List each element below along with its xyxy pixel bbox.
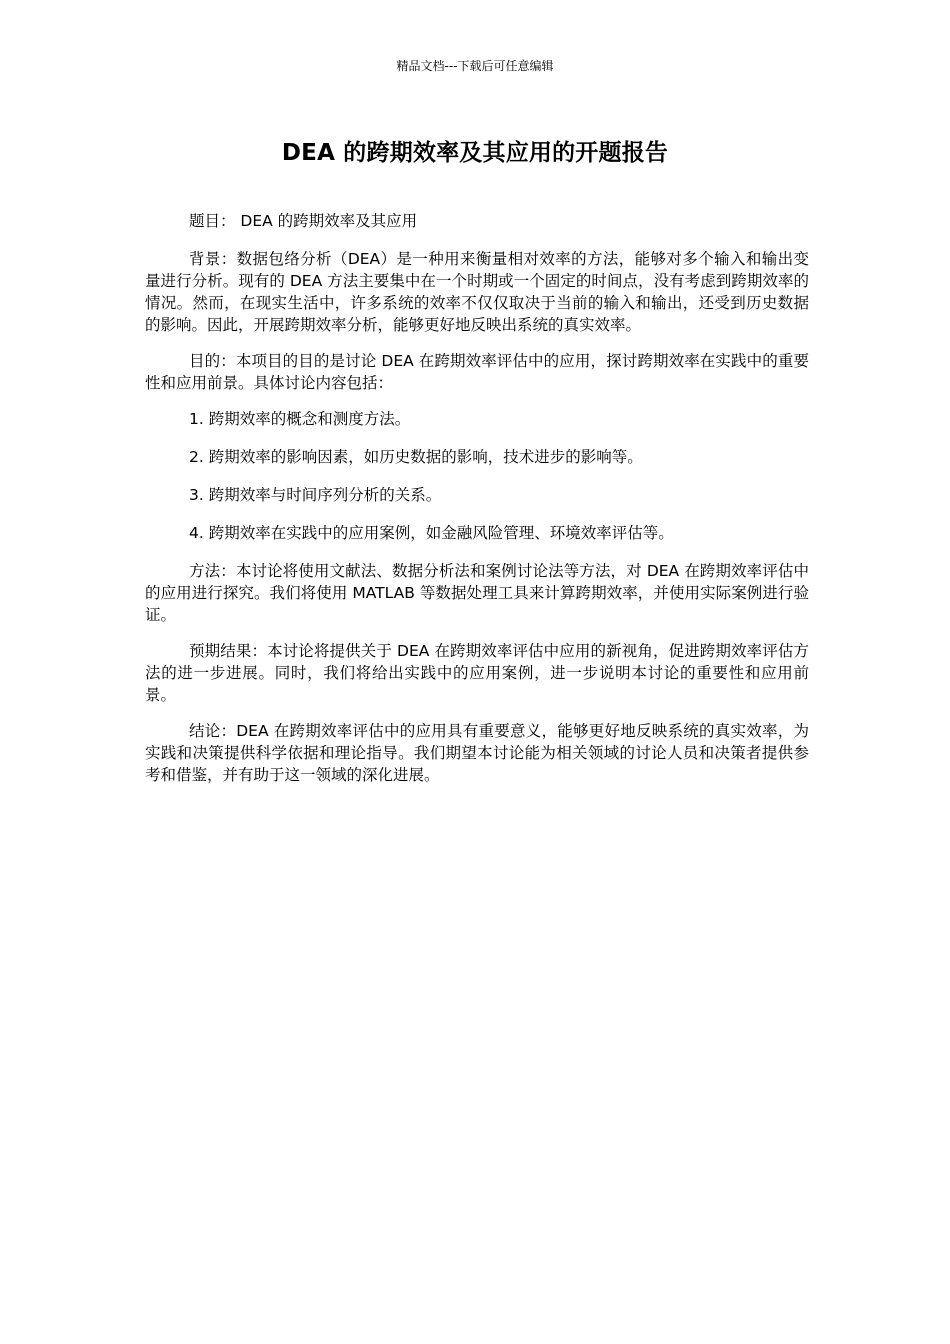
background-paragraph: 背景：数据包络分析（DEA）是一种用来衡量相对效率的方法，能够对多个输入和输出变量进行分析。现有的 DEA 方法主要集中在一个时期或一个固定的时间点，没有考虑到跨期效率的情况。然而，在现实生活中，许多系统的效率不仅仅取决于当前的输入和输出，还受到历史数据的影响。因此，开展跨期效率分析，能够更好地反映出系统的真实效率。 [145,250,809,334]
list-item-number: 3. [189,486,204,504]
expected-results-paragraph: 预期结果：本讨论将提供关于 DEA 在跨期效率评估中应用的新视角，促进跨期效率评估方法的进一步进展。同时，我们将给出实践中的应用案例，进一步说明本讨论的重要性和应用前景。 [145,642,809,704]
document-title: DEA 的跨期效率及其应用的开题报告 [281,140,669,166]
topic-paragraph: 题目： DEA 的跨期效率及其应用 [189,212,418,230]
list-item [145,446,809,468]
list-item [145,522,809,544]
list-item-text: 跨期效率在实践中的应用案例，如金融风险管理、环境效率评估等。 [208,524,674,542]
page-header: 精品文档---下载后可任意编辑 [396,59,554,73]
list-item [145,408,809,430]
list-item-text: 跨期效率的影响因素，如历史数据的影响，技术进步的影响等。 [208,448,643,466]
document-body [145,210,809,800]
list-item-number: 4. [189,524,204,542]
conclusion-paragraph: 结论：DEA 在跨期效率评估中的应用具有重要意义，能够更好地反映系统的真实效率，为实践和决策提供科学依据和理论指导。我们期望本讨论能为相关领域的讨论人员和决策者提供参考和借鉴，并有助于这一领域的深化进展。 [145,722,809,784]
list-item-text: 跨期效率与时间序列分析的关系。 [208,486,442,504]
list-item-number: 2. [189,448,204,466]
method-paragraph: 方法：本讨论将使用文献法、数据分析法和案例讨论法等方法，对 DEA 在跨期效率评估中的应用进行探究。我们将使用 MATLAB 等数据处理工具来计算跨期效率，并使用实际案例进行验证。 [145,562,809,624]
list-item [145,484,809,506]
purpose-paragraph: 目的：本项目的目的是讨论 DEA 在跨期效率评估中的应用，探讨跨期效率在实践中的重要性和应用前景。具体讨论内容包括： [145,352,809,392]
list-item-number: 1. [189,410,204,428]
list-item-text: 跨期效率的概念和测度方法。 [208,410,411,428]
